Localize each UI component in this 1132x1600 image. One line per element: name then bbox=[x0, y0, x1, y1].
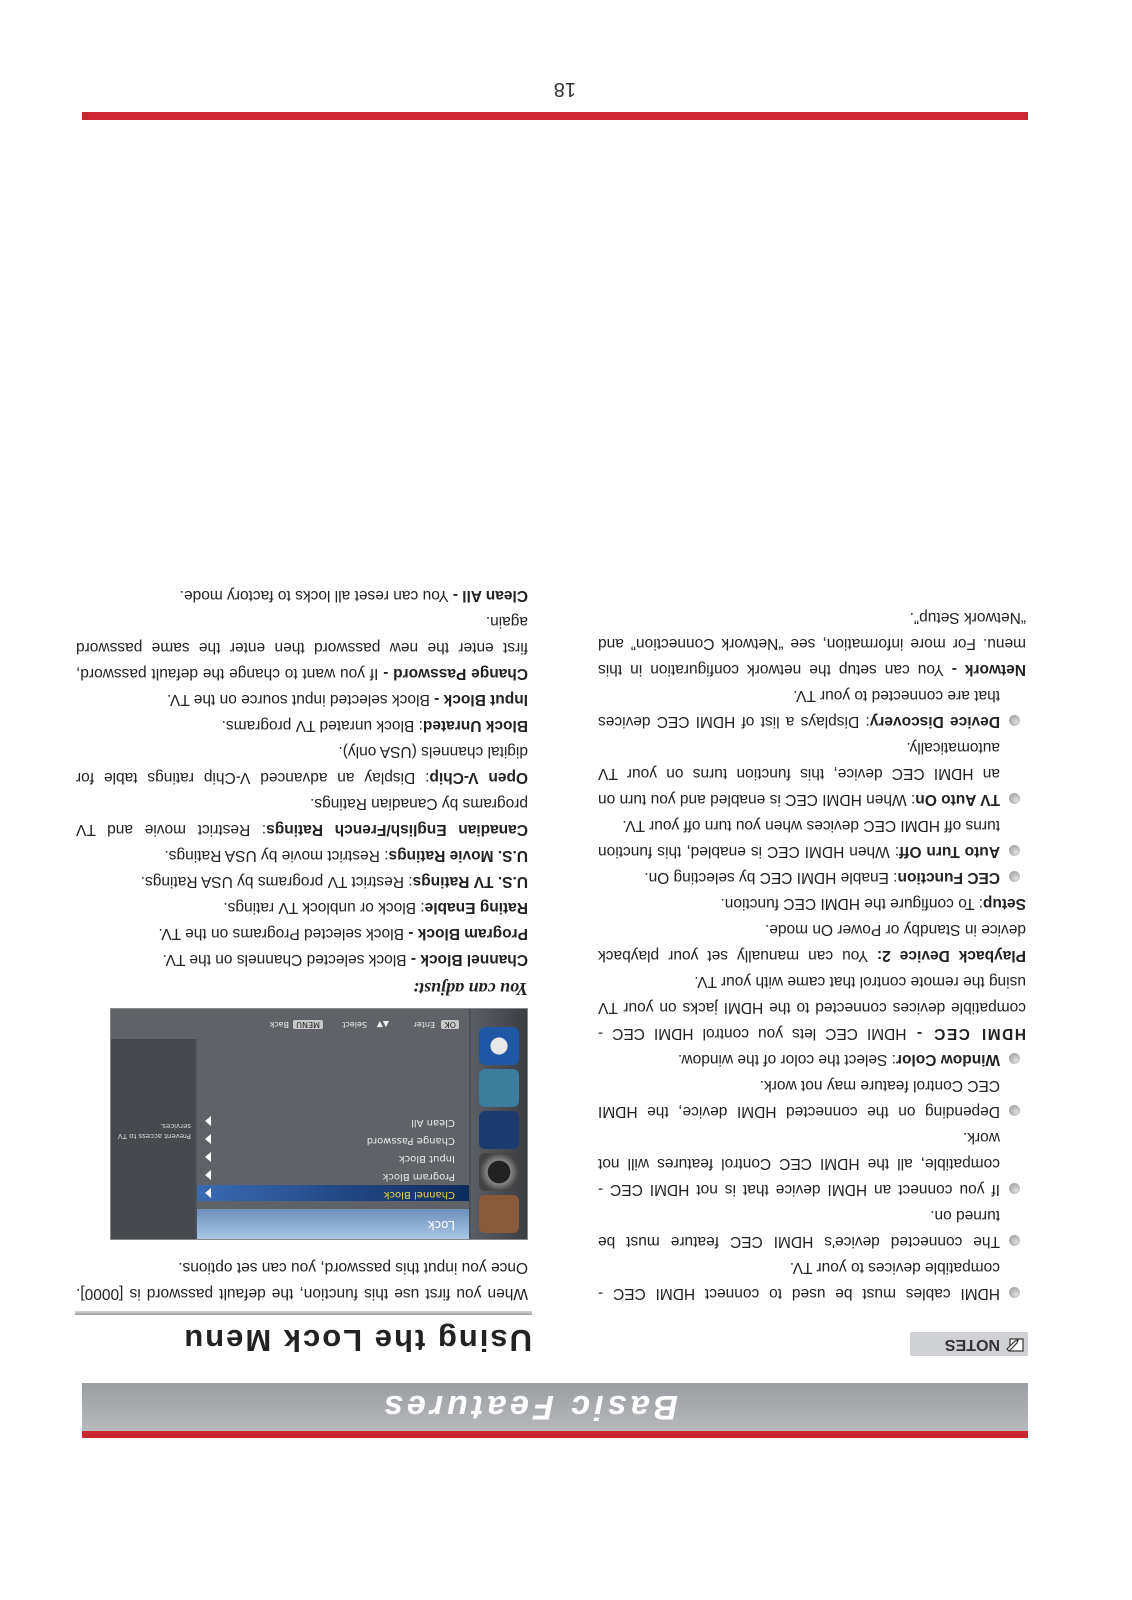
menu-item-input-block[interactable]: Input Block bbox=[197, 1149, 469, 1165]
menu-icon-strip bbox=[471, 1009, 527, 1239]
pen-note-icon bbox=[1006, 1337, 1024, 1353]
menu-footer-hints bbox=[111, 1009, 469, 1039]
menu-item-change-password[interactable]: Change Password bbox=[197, 1131, 469, 1147]
note-item: The connected device's HDMI CEC feature must be turned on. bbox=[598, 1202, 1026, 1254]
lock-item: U.S. TV Ratings: Restrict TV programs by USA Ratings. bbox=[140, 873, 528, 890]
page-number: 18 bbox=[553, 78, 576, 100]
note-item: Depending on the connected HDMI device, the HDMI CEC Control feature may not work. bbox=[598, 1072, 1026, 1124]
note-item: If you connect an HDMI device that is not HDMI CEC - compatible, all the HDMI CEC Control features will not work. bbox=[598, 1124, 1026, 1202]
bullet-icon bbox=[1009, 715, 1020, 726]
lock-item: U.S. Movie Ratings: Restrict movie by USA Ratings. bbox=[164, 847, 528, 864]
note-auto-turn-off: Auto Turn Off: When HDMI CEC is enabled, this function turns off HDMI CEC devices when you turn off your TV. bbox=[598, 812, 1026, 864]
lock-menu-panel bbox=[197, 1039, 469, 1239]
bullet-icon bbox=[1009, 793, 1020, 804]
header-title: Basic Features bbox=[380, 1388, 678, 1426]
note-setup: Setup: To configure the HDMI CEC function. bbox=[720, 895, 1026, 912]
you-can-adjust-heading: You can adjust: bbox=[412, 979, 528, 999]
menu-help-text: Prevent access to TV services. bbox=[117, 1122, 191, 1140]
setup-gear-icon bbox=[479, 1027, 519, 1065]
lock-item: Rating Enable: Block or unblock TV ratings. bbox=[223, 899, 528, 916]
nav-arrows-icon: ▲▼ bbox=[376, 1020, 389, 1029]
menu-key: MENU bbox=[293, 1020, 323, 1029]
lock-menu-icon bbox=[479, 1069, 519, 1107]
bullet-icon bbox=[1009, 1053, 1020, 1064]
menu-help-panel bbox=[111, 1039, 195, 1239]
note-tv-auto-on: TV Auto On: When HDMI CEC is enabled and you turn on an HDMI CEC device, this function turns on your TV automatically. bbox=[598, 734, 1026, 812]
note-cec-function: CEC Function: Enable HDMI CEC by selecting On. bbox=[598, 864, 1026, 890]
lock-item: Channel Block - Block selected Channels on the TV. bbox=[162, 951, 528, 968]
arrow-right-icon bbox=[205, 1170, 211, 1180]
notes-label: NOTES bbox=[944, 1336, 1000, 1353]
lock-column bbox=[76, 1254, 528, 1306]
select-hint: Select bbox=[342, 1020, 367, 1029]
footer-red-stripe bbox=[82, 112, 1028, 120]
lock-intro: When you first use this function, the default password is [0000]. Once you input this password, you can set options. bbox=[76, 1259, 528, 1302]
note-hdmi-cec: HDMI CEC - HDMI CEC lets you control HDMI CEC - compatible devices connected to the HDMI jacks on your TV using the remote control that came with your TV. bbox=[598, 973, 1026, 1042]
bullet-icon bbox=[1009, 1235, 1020, 1246]
note-network: Network - You can setup the network configuration in this menu. For more information, see “Network Connection” and “Network Setup”. bbox=[597, 609, 1026, 678]
bullet-icon bbox=[1009, 871, 1020, 882]
lock-item: Change Password - If you want to change the default password, first enter the new password then enter the same password again. bbox=[76, 613, 528, 682]
channel-icon bbox=[479, 1111, 519, 1149]
header-red-stripe bbox=[82, 1431, 1028, 1438]
note-device-discovery: Device Discovery: Displays a list of HDMI CEC devices that are connected to your TV. bbox=[598, 682, 1026, 734]
back-hint: Back bbox=[269, 1020, 289, 1029]
sound-icon bbox=[479, 1153, 519, 1191]
bullet-icon bbox=[1009, 1183, 1020, 1194]
ok-key: OK bbox=[441, 1020, 459, 1029]
section-rule bbox=[75, 1311, 532, 1315]
bullet-icon bbox=[1009, 1105, 1020, 1116]
lock-items-column bbox=[76, 582, 528, 1002]
section-title: Using the Lock Menu bbox=[182, 1323, 532, 1358]
enter-hint: Enter bbox=[413, 1020, 435, 1029]
note-item: HDMI cables must be used to connect HDMI CEC - compatible devices to your TV. bbox=[598, 1254, 1026, 1306]
menu-item-channel-block[interactable]: Channel Block bbox=[197, 1185, 469, 1201]
bullet-icon bbox=[1009, 845, 1020, 856]
arrow-right-icon bbox=[205, 1188, 211, 1198]
note-playback-device: Playback Device 2: You can manually set your playback device in Standby or Power On mode. bbox=[598, 921, 1026, 964]
notes-tag bbox=[910, 1332, 1028, 1356]
lock-item: Block Unrated: Block unrated TV programs. bbox=[221, 717, 528, 734]
arrow-right-icon bbox=[205, 1116, 211, 1126]
menu-item-program-block[interactable]: Program Block bbox=[197, 1167, 469, 1183]
menu-item-clean-all[interactable]: Clean All bbox=[197, 1113, 469, 1129]
lock-item: Clean All - You can reset all locks to factory mode. bbox=[179, 587, 528, 604]
notes-column bbox=[598, 604, 1026, 1306]
lock-item: Input Block - Block selected input source on the TV. bbox=[167, 691, 528, 708]
picture-icon bbox=[479, 1195, 519, 1233]
lock-menu-header: Lock bbox=[197, 1209, 469, 1239]
lock-item: Canadian English/French Ratings: Restrict movie and TV programs by Canadian Ratings. bbox=[76, 795, 528, 838]
note-window-color: Window Color: Select the color of the window. bbox=[598, 1046, 1026, 1072]
lock-item: Program Block - Block selected Programs on the TV. bbox=[158, 925, 528, 942]
arrow-right-icon bbox=[205, 1152, 211, 1162]
bullet-icon bbox=[1009, 1287, 1020, 1298]
lock-item: Open V-Chip: Display an advanced V-Chip ratings table for digital channels (USA only). bbox=[75, 743, 528, 786]
tv-lock-menu-screenshot bbox=[110, 1008, 528, 1240]
arrow-right-icon bbox=[205, 1134, 211, 1144]
